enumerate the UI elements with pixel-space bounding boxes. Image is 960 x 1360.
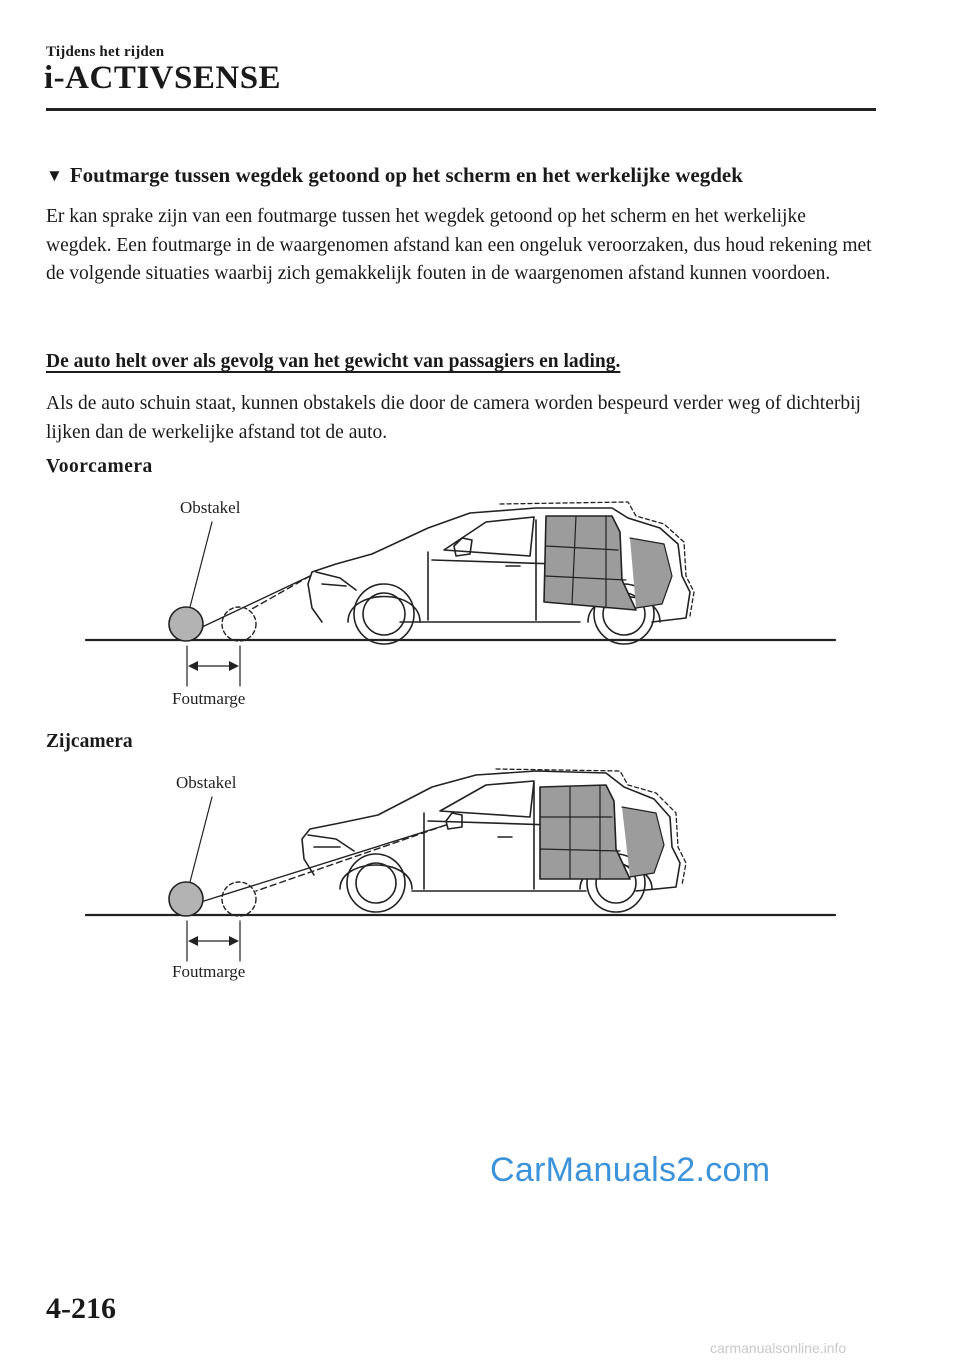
side-camera-diagram: [0, 755, 960, 995]
obstacle-label: Obstakel: [180, 498, 241, 517]
page-number: 4-216: [46, 1292, 116, 1325]
triangle-marker-icon: ▼: [46, 166, 63, 185]
arrow-right-icon: [229, 936, 239, 946]
subsection-heading: De auto helt over als gevolg van het gewicht van passagiers en lading.: [46, 351, 621, 372]
section-paragraph: Er kan sprake zijn van een foutmarge tussen het wegdek getoond op het scherm en het werkelijke wegdek. Een foutmarge in de waargenomen afstand kan een ongeluk veroorzaken, dus houd rekening met de volgende situaties waarbij zich gemakkelijk fouten in de waargenomen afstand kunnen voordoen.: [46, 206, 872, 284]
section-heading: [46, 163, 743, 188]
footer-watermark: carmanualsonline.info: [710, 1340, 847, 1356]
arrow-right-icon: [229, 661, 239, 671]
perceived-obstacle-circle: [222, 607, 256, 641]
perceived-obstacle-circle: [222, 882, 256, 916]
error-margin-label: Foutmarge: [172, 689, 246, 708]
side-camera-label: Zijcamera: [46, 731, 133, 752]
error-margin-label: Foutmarge: [172, 962, 246, 981]
arrow-left-icon: [188, 661, 198, 671]
obstacle-label: Obstakel: [176, 773, 237, 792]
subsection-paragraph: Als de auto schuin staat, kunnen obstakels die door de camera worden bespeurd verder weg of dichterbij lijken dan de werkelijke afstand tot de auto.: [46, 393, 861, 443]
watermark-link[interactable]: CarManuals2.com: [490, 1151, 771, 1189]
section-heading-text: Foutmarge tussen wegdek getoond op het scherm en het werkelijke wegdek: [69, 163, 743, 187]
header-divider: [46, 108, 876, 111]
cargo-boxes-icon: [544, 516, 672, 610]
arrow-left-icon: [188, 936, 198, 946]
front-camera-label: Voorcamera: [46, 456, 153, 477]
cargo-boxes-icon: [540, 785, 664, 879]
front-camera-diagram: [0, 480, 960, 720]
obstacle-circle: [169, 607, 203, 641]
running-header-title: i-ACTIVSENSE: [44, 60, 282, 96]
obstacle-circle: [169, 882, 203, 916]
running-header-section: Tijdens het rijden: [46, 44, 165, 60]
car-outline-icon: [302, 771, 680, 912]
car-outline-icon: [308, 508, 690, 644]
